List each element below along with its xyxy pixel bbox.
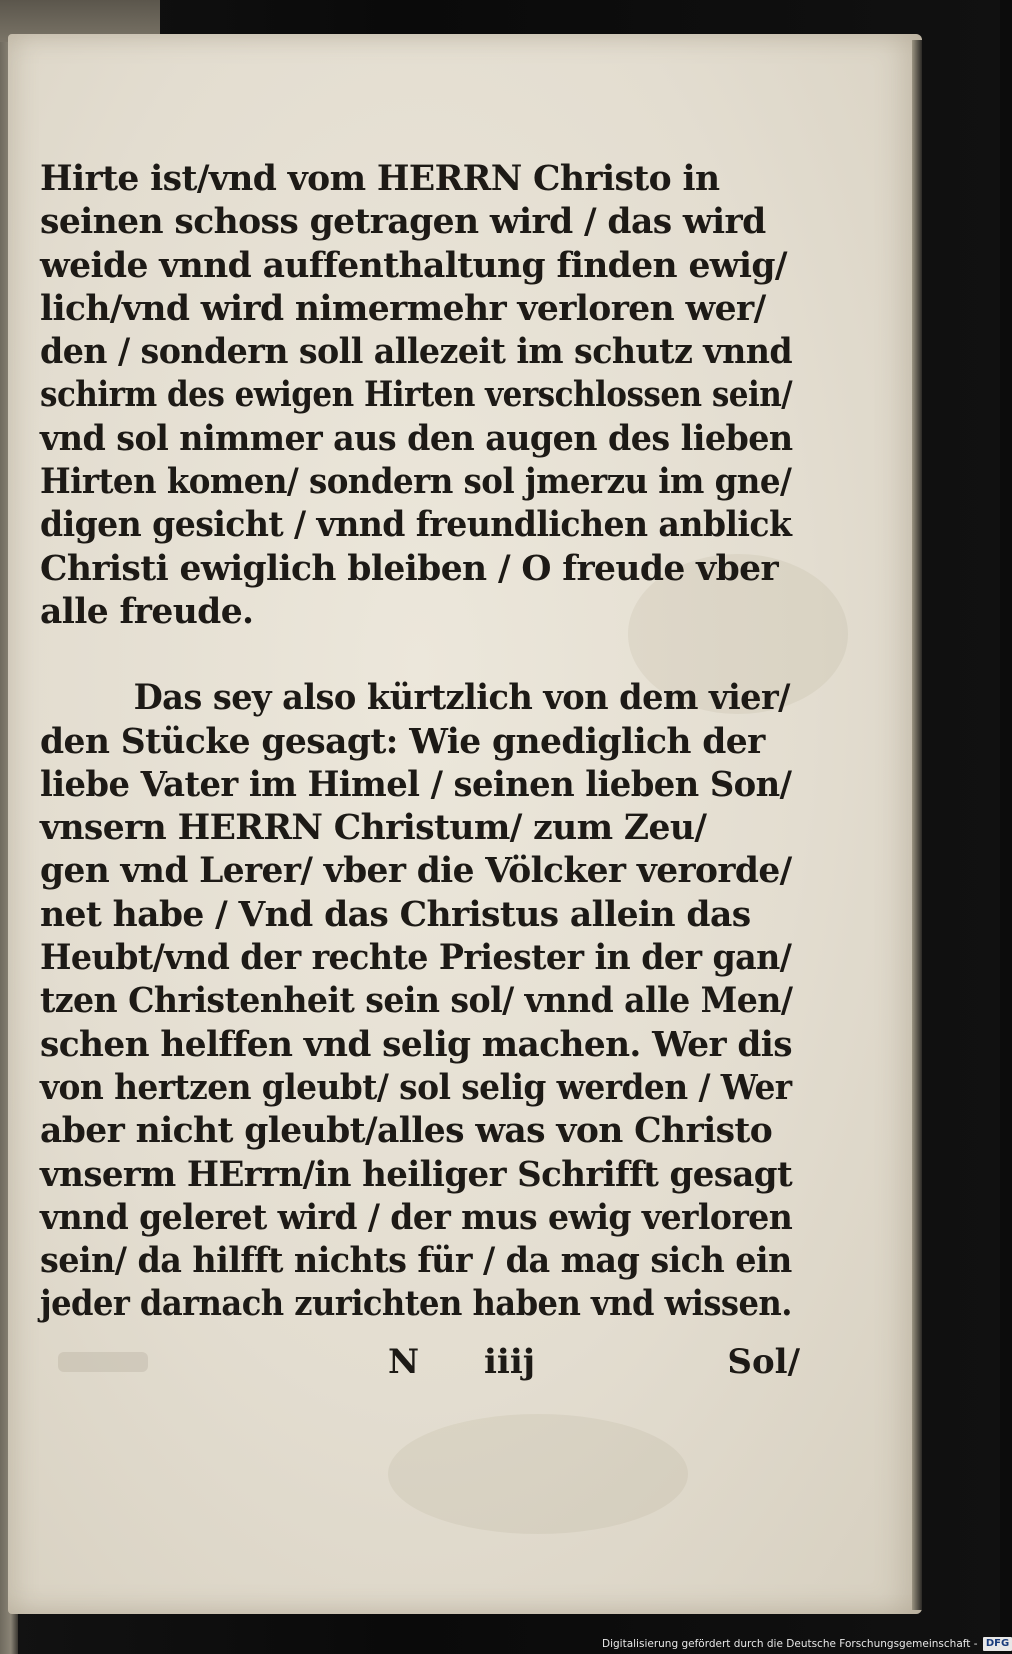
digitization-credit [602, 1634, 1010, 1654]
text-line: Heubt/vnd der rechte Priester in der gan/ [40, 938, 792, 979]
text-line: Hirten komen/ sondern sol jmerzu im gne/ [40, 462, 792, 503]
text-line: vnserm HErrn/in heiliger Schrifft gesagt [40, 1154, 793, 1195]
text-line: schen helffen vnd selig machen. Wer dis [40, 1024, 792, 1065]
catchword: Sol/ [727, 1342, 800, 1382]
text-line: tzen Christenheit sein sol/ vnnd alle Men/ [40, 981, 793, 1022]
text-line: liebe Vater im Himel / seinen lieben Son/ [40, 764, 792, 805]
page-text [40, 158, 792, 1327]
text-line: den / sondern soll allezeit im schutz vnnd [40, 332, 793, 373]
signature-mark: N [388, 1342, 420, 1382]
text-line: weide vnnd auffenthaltung finden ewig/ [40, 245, 787, 286]
text-line: lich/vnd wird nimermehr verloren wer/ [40, 288, 766, 329]
text-line: seinen schoss getragen wird / das wird [40, 202, 766, 243]
text-line: den Stücke gesagt: Wie gnediglich der [40, 721, 765, 762]
text-line: Das sey also kürtzlich von dem vier/ [133, 678, 790, 719]
text-line: Christi ewiglich bleiben / O freude vber [40, 548, 779, 589]
show-through-ink [58, 1352, 148, 1372]
text-line: gen vnd Lerer/ vber die Völcker verorde/ [40, 851, 792, 892]
folio-number: iiij [484, 1342, 536, 1382]
text-line: Hirte ist/vnd vom HERRN Christo in [40, 159, 720, 199]
text-line: digen gesicht / vnnd freundlichen anblick [40, 505, 792, 546]
text-line: schirm des ewigen Hirten verschlossen sein/ [40, 375, 793, 416]
paper-stain [388, 1414, 688, 1534]
credit-text: Digitalisierung gefördert durch die Deutsche Forschungsgemeinschaft - [602, 1638, 978, 1650]
text-line: vnnd geleret wird / der mus ewig verloren [40, 1197, 793, 1238]
paragraph-gap [40, 634, 792, 677]
book-page [8, 34, 922, 1614]
text-line: sein/ da hilfft nichts für / da mag sich ein [40, 1241, 792, 1282]
text-line: vnsern HERRN Christum/ zum Zeu/ [40, 808, 707, 849]
text-line: von hertzen gleubt/ sol selig werden / Wer [40, 1067, 792, 1108]
text-line: net habe / Vnd das Christus allein das [40, 894, 751, 935]
dfg-logo: DFG [983, 1637, 1012, 1651]
text-line: vnd sol nimmer aus den augen des lieben [40, 418, 793, 459]
text-line: aber nicht gleubt/alles was von Christo [40, 1111, 773, 1152]
text-line: jeder darnach zurichten haben vnd wissen. [40, 1284, 792, 1325]
page-edge-shadow [912, 40, 922, 1610]
text-line: alle freude. [40, 591, 254, 632]
